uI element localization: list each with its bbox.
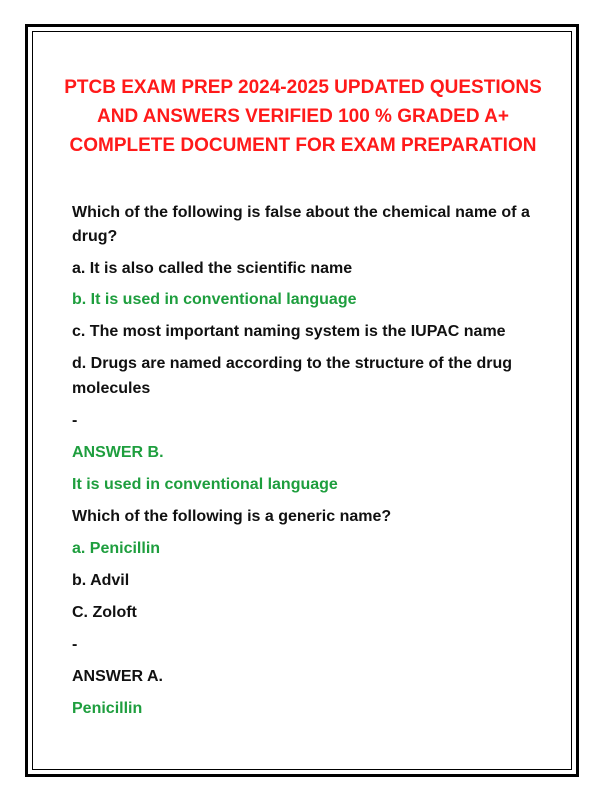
q1-answer-text: It is used in conventional language xyxy=(72,476,338,493)
q1-option-d-line-1: d. Drugs are named according to the structure of the drug xyxy=(72,355,513,372)
q2-option-c: C. Zoloft xyxy=(72,604,137,621)
document-title xyxy=(40,73,566,160)
q1-option-a: a. It is also called the scientific name xyxy=(72,260,353,277)
q1-option-d-line-2: molecules xyxy=(72,380,151,397)
q1-question-line-1: Which of the following is false about the chemical name of a xyxy=(72,204,530,221)
q1-separator-dash: - xyxy=(72,412,78,429)
q2-option-b: b. Advil xyxy=(72,572,130,589)
q1-option-c: c. The most important naming system is the IUPAC name xyxy=(72,323,506,340)
q1-option-b-correct: b. It is used in conventional language xyxy=(72,291,357,308)
title-line-2: AND ANSWERS VERIFIED 100 % GRADED A+ xyxy=(97,106,509,127)
q2-answer-label: ANSWER A. xyxy=(72,668,163,685)
q2-answer-text: Penicillin xyxy=(72,700,143,717)
q2-question: Which of the following is a generic name? xyxy=(72,508,392,525)
title-line-1: PTCB EXAM PREP 2024-2025 UPDATED QUESTIONS xyxy=(64,77,542,98)
title-line-3: COMPLETE DOCUMENT FOR EXAM PREPARATION xyxy=(69,135,537,156)
q1-question-line-2: drug? xyxy=(72,228,118,245)
q2-option-a-correct: a. Penicillin xyxy=(72,540,161,557)
q2-separator-dash: - xyxy=(72,636,78,653)
q1-answer-label: ANSWER B. xyxy=(72,444,164,461)
